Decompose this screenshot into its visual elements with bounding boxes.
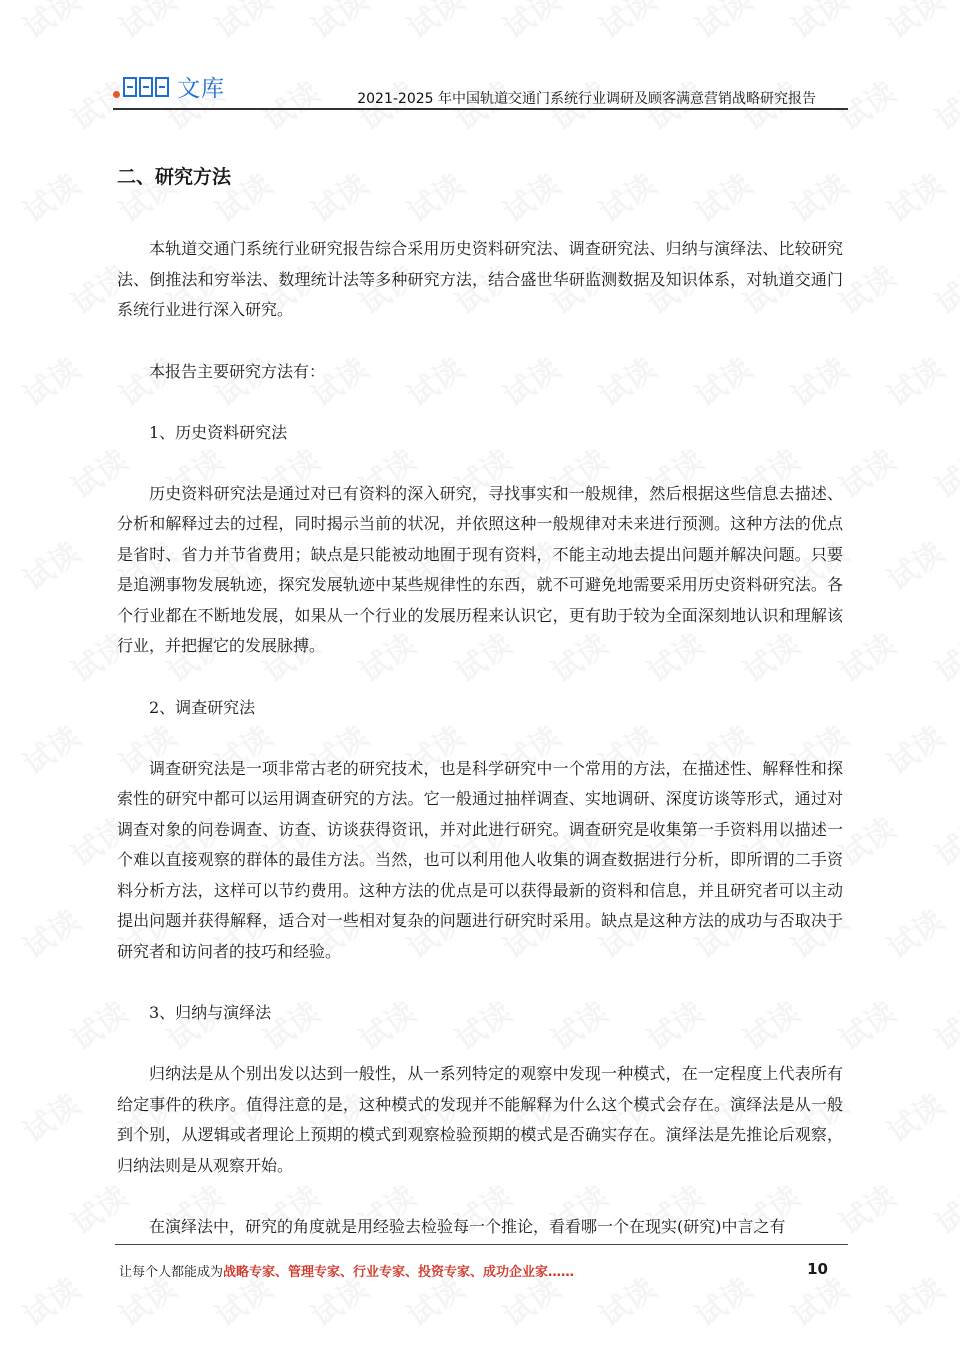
logo xyxy=(113,70,225,103)
watermark-text xyxy=(877,161,951,231)
page-header xyxy=(113,66,848,110)
watermark-text xyxy=(877,1265,951,1335)
watermark-text xyxy=(13,1081,87,1151)
report-title: 2021-2025 年中国轨道交通门系统行业调研及顾客满意营销战略研究报告 xyxy=(357,91,816,107)
page-footer xyxy=(115,1244,848,1281)
watermark-text xyxy=(925,805,960,875)
footer-slogan-prefix: 让每个人都能成为 xyxy=(119,1265,224,1280)
logo-mark-icon xyxy=(123,77,171,97)
watermark-text xyxy=(925,437,960,507)
header-divider xyxy=(113,108,848,110)
method-3-title: 3、归纳与演绎法 xyxy=(149,1003,272,1022)
watermark-text xyxy=(13,529,87,599)
watermark-text xyxy=(13,897,87,967)
watermark-text xyxy=(685,0,759,47)
page-number: 10 xyxy=(807,1260,828,1278)
watermark-text xyxy=(493,0,567,47)
watermark-text xyxy=(397,0,471,47)
method-3-body-continued: 在演绎法中，研究的角度就是用经验去检验每一个推论，看看哪一个在现实(研究)中言之有 xyxy=(149,1217,786,1236)
footer-slogan-highlight: 战略专家、管理专家、行业专家、投资专家、成功企业家…… xyxy=(223,1265,575,1280)
watermark-text xyxy=(877,1081,951,1151)
method-3-body: 归纳法是从个别出发以达到一般性，从一系列特定的观察中发现一种模式，在一定程度上代表所有给定事件的秩序。值得注意的是，这种模式的发现并不能解释为什么这个模式会存在。演绎法是从一般到个别，从逻辑或者理论上预期的模式到观察检验预期的模式是否确实存在。演绎法是先推论后观察，归纳法则是从观察开始。 xyxy=(117,1064,843,1175)
method-1-body: 历史资料研究法是通过对已有资料的深入研究，寻找事实和一般规律，然后根据这些信息去描述、分析和解释过去的过程，同时揭示当前的状况，并依照这种一般规律对未来进行预测。这种方法的优点是省时、省力并节省费用；缺点是只能被动地囿于现有资料，不能主动地去提出问题并解决问题。只要是追溯事物发展轨迹，探究发展轨迹中某些规律性的东西，就不可避免地需要采用历史资料研究法。各个行业都在不断地发展，如果从一个行业的发展历程来认识它，更有助于较为全面深刻地认识和理解该行业，并把握它的发展脉搏。 xyxy=(117,483,843,655)
watermark-text xyxy=(13,345,87,415)
section-heading: 二、研究方法 xyxy=(117,166,232,188)
main-content xyxy=(117,160,843,1274)
method-1-title: 1、历史资料研究法 xyxy=(149,422,288,442)
watermark-text xyxy=(877,529,951,599)
watermark-text xyxy=(13,161,87,231)
watermark-text xyxy=(925,1173,960,1243)
watermark-text xyxy=(589,0,663,47)
methods-lead: 本报告主要研究方法有： xyxy=(149,361,326,381)
watermark-text xyxy=(925,69,960,139)
watermark-text xyxy=(877,897,951,967)
method-2-body: 调查研究法是一项非常古老的研究技术，也是科学研究中一个常用的方法，在描述性、解释性和探索性的研究中都可以运用调查研究的方法。它一般通过抽样调查、实地调研、深度访谈等形式，通过对调查对象的问卷调查、访查、访谈获得资讯，并对此进行研究。调查研究是收集第一手资料用以描述一个难以直接观察的群体的最佳方法。当然，也可以利用他人收集的调查数据进行分析，即所谓的二手资料分析方法，这样可以节约费用。这种方法的优点是可以获得最新的资料和信息，并且研究者可以主动提出问题并获得解释，适合对一些相对复杂的问题进行研究时采用。缺点是这种方法的成功与否取决于研究者和访问者的技巧和经验。 xyxy=(117,758,843,961)
logo-text: 文库 xyxy=(177,76,225,102)
logo-dot-icon xyxy=(113,91,120,98)
watermark-text xyxy=(877,345,951,415)
method-2-title: 2、调查研究法 xyxy=(149,697,256,717)
intro-paragraph: 本轨道交通门系统行业研究报告综合采用历史资料研究法、调查研究法、归纳与演绎法、比较研究法、倒推法和穷举法、数理统计法等多种研究方法，结合盛世华研监测数据及知识体系，对轨道交通门系统行业进行深入研究。 xyxy=(117,239,843,319)
watermark-text xyxy=(781,0,855,47)
watermark-text xyxy=(301,0,375,47)
watermark-text xyxy=(925,621,960,691)
watermark-text xyxy=(109,0,183,47)
watermark-text xyxy=(925,253,960,323)
watermark-text xyxy=(13,713,87,783)
watermark-text xyxy=(877,713,951,783)
watermark-text xyxy=(205,0,279,47)
footer-slogan xyxy=(119,1261,574,1280)
watermark-text xyxy=(13,0,87,47)
watermark-text xyxy=(925,989,960,1059)
watermark-text xyxy=(13,1265,87,1335)
watermark-text xyxy=(877,0,951,47)
